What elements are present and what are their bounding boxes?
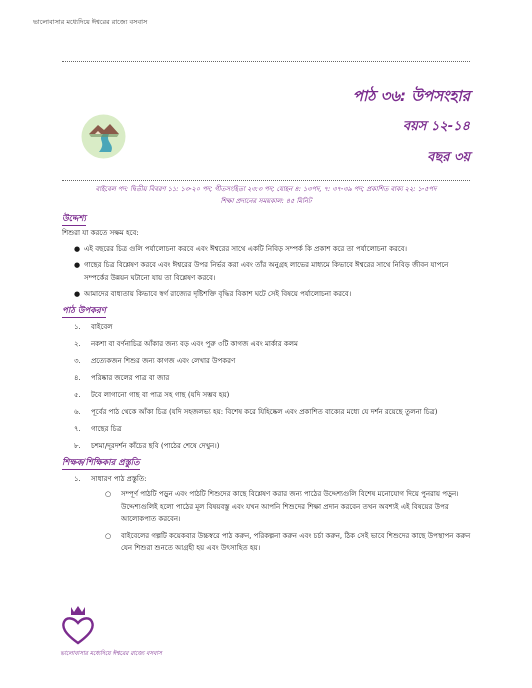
circle-bullet-icon: ○: [105, 531, 112, 540]
prep-item-text: সাধারণ পাঠ প্রস্তুতি:: [91, 474, 147, 483]
circle-bullet-icon: ○: [105, 490, 112, 498]
item-number: ১.: [74, 322, 81, 331]
list-item: [91, 488, 474, 526]
lesson-content: [62, 213, 474, 559]
objectives-section: [62, 213, 474, 301]
teacher-prep-heading: শিক্ষক/শিক্ষিকার প্রস্তুতি: [62, 457, 140, 468]
objective-text: আমাদের বাধ্যতায় কিভাবে স্বর্গ রাজ্যের দৃষ্টিশক্তি বৃদ্ধির বিকাশ ঘটে সেই বিষয়ে পর্যালোচনা করবে।: [84, 290, 352, 298]
mid-divider: [62, 180, 470, 181]
objective-text: এই বছরের চিত্র গুলি পর্যালোচনা করবে এবং ঈশ্বরের সাথে একটি নিবিড় সম্পর্ক কি প্রকাশ করে তা পর্যালোচনা করবে।: [84, 244, 408, 253]
material-text: গাছের চিত্র: [91, 424, 122, 433]
material-text: পূর্বের পাঠ থেকে আঁকা চিত্র (যদি সহজলভ্য হয়: বিশেষ করে যিহিষ্কেল এবং প্রকাশিত বাক্যের মধ্যে যে দর্শন রয়েছে তুলনা চিত্র): [91, 407, 438, 416]
year-level: বছর ৩য়: [427, 150, 470, 165]
teacher-prep-section: [62, 457, 474, 555]
list-item: [62, 288, 474, 301]
item-number: ১.: [74, 474, 81, 483]
item-number: ৫.: [74, 390, 81, 399]
duration: শিক্ষা প্রদানের সময়কাল: ৪৫ মিনিট: [220, 197, 312, 205]
material-text: নকশা বা বর্ণনাচিত্র আঁকার জন্য বড় এবং পুরু ৩টি কাগজ এবং মার্কার কলম: [91, 339, 298, 348]
material-text: বাইবেল: [91, 322, 113, 331]
bullet-icon: ●: [74, 261, 81, 269]
list-item: [62, 406, 474, 419]
title-block: [353, 86, 470, 167]
materials-list: [62, 321, 474, 453]
list-item: [91, 530, 474, 555]
material-text: চশমা/দূরদর্শন কাঁচের ছবি (পাঠের শেষে দেখুন।): [91, 441, 220, 450]
prep-sub-list: [91, 488, 474, 555]
footer-text: ভালোবাসার মধ্যেদিয়ে ঈশ্বরের রাজ্যে বসবাস: [60, 651, 162, 657]
item-number: ৬.: [74, 407, 81, 416]
bullet-icon: ●: [74, 244, 81, 253]
prep-sub-text: বাইবেলের গল্পটি কয়েকবার উচ্চস্বরে পাঠ করুন, পরিকল্পনা করুন এবং চর্চা করুন, ঠিক সেই ভাবে শিশুদের কাছে উপস্থাপন করুন যেন শিশুরা শুনতে আগ্রহী হয় এবং উৎসাহিত হয়।: [121, 531, 471, 552]
mountain-river-icon: [81, 114, 126, 159]
list-item: [62, 473, 474, 555]
crown-heart-logo-icon: [60, 605, 96, 645]
teacher-prep-list: [62, 473, 474, 555]
item-number: ৩.: [74, 356, 81, 365]
age-range: বয়স ১২-১৪: [402, 119, 470, 134]
item-number: ২.: [74, 339, 81, 348]
list-item: [62, 440, 474, 453]
objective-text: গাছের চিত্র বিশ্লেষণ করবে এবং ঈশ্বরের উপর নির্ভর করা এবং তাঁর অনুগ্রহ লাভের মাধ্যমে কিভাবে ঈশ্বরের সাথে নিবিড় জীবন যাপনে সম্পর্কের উন্নয়ন ঘটানো যায় তা বিশ্লেষণ করবে।: [84, 261, 449, 282]
item-number: ৪.: [74, 373, 81, 382]
running-header: ভালোবাসার মধ্যেদিয়ে ঈশ্বরের রাজ্যে বসবাস: [33, 18, 148, 26]
item-number: ৭.: [74, 424, 81, 433]
objectives-heading: উদ্দেশ্য: [62, 214, 86, 224]
objectives-intro: শিশুরা যা করতে সক্ষম হবে:: [62, 229, 139, 237]
bible-references: বাইবেল পদ: দ্বিতীয় বিবরণ ১১: ১৩-২০ পদ; গীতসংহিতা ২৩:৩ পদ; যোহন ৪: ১৩পদ, ৭: ৩৭-৩৯ পদ; প্রকাশিত বাক্য ২২: ১-৫পদ: [95, 185, 437, 193]
list-item: [62, 338, 474, 351]
item-number: ৮.: [74, 441, 81, 450]
references: [62, 183, 470, 207]
objectives-list: [62, 243, 474, 301]
material-text: পরিষ্কার জলের পাত্র বা জার: [91, 373, 170, 382]
list-item: [62, 243, 474, 256]
prep-sub-text: সম্পূর্ণ পাঠটি পড়ুন এবং পাঠটি শিশুদের কাছে বিশ্লেষণ করার জন্য পাঠের উদ্দেশ্যগুলি বিশেষ মনোযোগ দিয়ে পুনরায় পড়ুন। উদ্দেশ্যগুলিই হলো পাঠের মূল বিষয়বস্তু এবং যখন আপনি শিশুদের শিক্ষা প্রদান করবেন তখন অবশ্যই এই বিষয়ের উপর আলোকপাত করবেন।: [121, 490, 459, 523]
list-item: [62, 423, 474, 436]
list-item: [62, 321, 474, 334]
material-text: প্রত্যেকজন শিশুর জন্য কাগজ এবং লেখার উপকরণ: [91, 356, 236, 365]
materials-heading: পাঠ উপকরণ: [62, 305, 106, 316]
top-divider: [62, 61, 470, 62]
material-text: টবে লাগানো গাছ বা পাত্র সহ গাছ (যদি সম্ভব হয়): [91, 390, 230, 399]
bullet-icon: ●: [74, 290, 81, 298]
list-item: [62, 372, 474, 385]
list-item: [62, 355, 474, 368]
list-item: [62, 259, 474, 284]
materials-section: [62, 305, 474, 453]
lesson-title: পাঠ ৩৬: উপসংহার: [352, 87, 470, 105]
list-item: [62, 389, 474, 402]
